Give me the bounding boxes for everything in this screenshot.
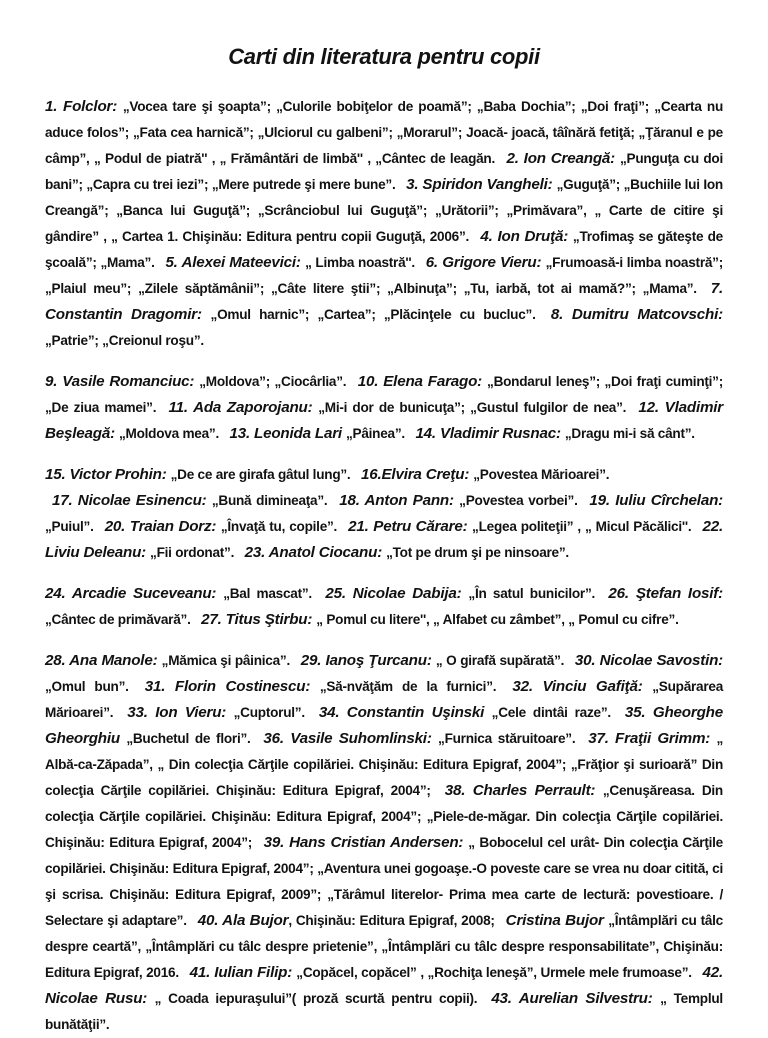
author-name: 12. Vladimir Beşleagă: <box>45 399 724 442</box>
work-titles: „Bondarul leneş”; „Doi fraţi cuminţi”; „De ziua mamei”. <box>45 374 724 415</box>
paragraph <box>45 648 723 1038</box>
work-titles: „Bună dimineaţa”. <box>211 493 333 508</box>
work-titles: „ Limba noastră''. <box>305 255 419 270</box>
work-titles: „Învaţă tu, copile”. <box>220 519 342 534</box>
author-name: 37. Fraţii Grimm: <box>588 730 717 747</box>
work-titles: „ Albă-ca-Zăpada”, „ Din colecţia Cărţile copilăriei. Chişinău: Editura Epigraf, 2004”; „Frăţior şi surioară” Din colecţia Cărţile copilăriei. Chişinău: Editura Epigraf, 2004”; <box>45 731 724 798</box>
author-name: 29. Ianoş Ţurcanu: <box>300 652 436 669</box>
author-name: 26. Ştefan Iosif: <box>608 585 724 602</box>
work-titles: „Cântec de primăvară”. <box>45 612 195 627</box>
author-name: 8. Dumitru Matcovschi: <box>550 306 723 323</box>
work-titles: „În satul bunicilor”. <box>468 586 602 601</box>
author-name: 1. Folclor: <box>45 98 123 115</box>
work-titles: „Cenuşăreasa. Din colecţia Cărţile copilăriei. Chişinău: Editura Epigraf, 2004”; „Piele-de-măgar. Din colecţia Cărţile copilăriei. Chişinău: Editura Epigraf, 2004”; <box>45 783 723 850</box>
paragraph <box>45 94 723 354</box>
author-name: 39. Hans Cristian Andersen: <box>263 834 469 851</box>
author-name: 7. Constantin Dragomir: <box>45 280 723 323</box>
work-titles: „Bal mascat”. <box>223 586 319 601</box>
work-titles: „Vocea tare şi şoapta”; „Culorile bobiţelor de poamă”; „Baba Dochia”; „Doi fraţi”; „Cearta nu aduce folos”; „Fata cea harnică”; „Ulciorul cu galbeni”; „Morarul”; Joacă- joacă, tâînără fetiţă; „Ţăranul e pe câmp”, „ Podul de piatră'' , „ Frământări de limbă'' , „Cântec de leagăn. <box>45 99 724 166</box>
author-name: 15. Victor Prohin: <box>45 466 171 483</box>
work-titles: „Moldova mea”. <box>118 426 223 441</box>
author-name: 38. Charles Perrault: <box>444 782 603 799</box>
work-titles: „De ce are girafa gâtul lung”. <box>170 467 354 482</box>
author-name: 9. Vasile Romanciuc: <box>45 373 200 390</box>
author-name: 3. Spiridon Vangheli: <box>406 176 557 193</box>
work-titles: „Trofimaş se găteşte de şcoală”; „Mama”. <box>45 229 723 270</box>
author-name: Cristina Bujor <box>505 912 609 929</box>
author-name: 20. Traian Dorz: <box>104 518 221 535</box>
work-titles: „ O girafă supărată”. <box>435 653 568 668</box>
author-name: 23. Anatol Ciocanu: <box>244 544 387 561</box>
author-name: 17. Nicolae Esinencu: <box>52 492 212 509</box>
author-name: 32. Vinciu Gafiţă: <box>512 678 653 695</box>
work-titles: „Mămica şi pâinica”. <box>161 653 294 668</box>
author-name: 24. Arcadie Suceveanu: <box>45 585 224 602</box>
author-name: 2. Ion Creangă: <box>506 150 620 167</box>
work-titles: „Punguţa cu doi bani”; „Capra cu trei iezi”; „Mere putrede şi mere bune”. <box>45 151 724 192</box>
work-titles: „Furnica stăruitoare”. <box>438 731 582 746</box>
author-name: 27. Titus Ştirbu: <box>201 611 317 628</box>
author-name: 22. Liviu Deleanu: <box>45 518 723 561</box>
author-name: 25. Nicolae Dabija: <box>325 585 469 602</box>
author-name: 35. Gheorghe Gheorghiu <box>45 704 723 747</box>
author-name: 14. Vladimir Rusnac: <box>415 425 565 442</box>
work-titles: „Guguţă”; „Buchiile lui Ion Creangă”; „Banca lui Guguţă”; „Scrânciobul lui Guguţă”; „Urătorii”; „Primăvara”, „ Carte de citire şi gândire” , „ Cartea 1. Chişinău: Editura pentru copii Guguţă, 2006”. <box>45 177 723 244</box>
work-titles: „ Bobocelul cel urât- Din colecţia Cărţile copilăriei. Chişinău: Editura Epigraf, 2004”; „Aventura unei gogoaşe.-O poveste care se vrea nu doar citită, ci şi scrisa. Chişinău: Editura Epigraf, 2009”; „Tărâmul literelor- Prima mea carte de lectură: povestioare. / Selectare şi adaptare”. <box>45 835 723 928</box>
author-name: 43. Aurelian Silvestru: <box>491 990 661 1007</box>
work-titles: , Chişinău: Editura Epigraf, 2008; <box>288 913 499 928</box>
author-name: 19. Iuliu Cîrchelan: <box>589 492 724 509</box>
work-titles: „Patrie”; „Creionul roşu”. <box>45 333 204 348</box>
work-titles: „ Pomul cu litere'', „ Alfabet cu zâmbet”, „ Pomul cu cifre”. <box>316 612 679 627</box>
author-name: 11. Ada Zaporojanu: <box>168 399 319 416</box>
paragraph <box>45 462 723 566</box>
paragraph <box>45 369 723 447</box>
author-name: 6. Grigore Vieru: <box>425 254 546 271</box>
work-titles: „Pâinea”. <box>345 426 409 441</box>
work-titles: „Povestea Mărioarei”. <box>473 467 610 482</box>
author-name: 41. Iulian Filip: <box>189 964 297 981</box>
work-titles: „Să-nvăţăm de la furnici”. <box>319 679 506 694</box>
author-name: 36. Vasile Suhomlinski: <box>263 730 439 747</box>
work-titles: „Buchetul de flori”. <box>126 731 257 746</box>
author-name: 18. Anton Pann: <box>339 492 460 509</box>
paragraph <box>45 581 723 633</box>
work-titles: „Frumoasă-i limba noastră”; „Plaiul meu”; „Zilele săptămânii”; „Câte litere ştii”; „Albinuţa”; „Tu, iarbă, tot ai mamă?”; „Mama”. <box>45 255 723 296</box>
work-titles: „Moldova”; „Ciocârlia”. <box>199 374 351 389</box>
author-name: 5. Alexei Mateevici: <box>165 254 306 271</box>
author-name: 34. Constantin Uşinski <box>318 704 492 721</box>
work-titles: „Legea politeţii” , „ Micul Păcălici''. <box>472 519 696 534</box>
work-titles: „Supărarea Mărioarei”. <box>45 679 724 720</box>
work-titles: „ Templul bunătăţii”. <box>45 991 723 1032</box>
work-titles: „Mi-i dor de bunicuţa”; „Gustul fulgilor de nea”. <box>318 400 632 415</box>
author-name: 40. Ala Bujor <box>197 912 289 929</box>
author-name: 21. Petru Cărare: <box>348 518 473 535</box>
work-titles: „Copăcel, copăcel” , „Rochiţa leneşă”, Urmele mele frumoase”. <box>296 965 696 980</box>
work-titles: „Dragu mi-i să cânt”. <box>564 426 695 441</box>
author-name: 28. Ana Manole: <box>45 652 162 669</box>
author-name: 30. Nicolae Savostin: <box>574 652 724 669</box>
work-titles: „Povestea vorbei”. <box>459 493 583 508</box>
document-title: Carti din literatura pentru copii <box>228 44 540 69</box>
author-name: 16.Elvira Creţu: <box>360 466 474 483</box>
work-titles: „Tot pe drum şi pe ninsoare”. <box>386 545 569 560</box>
author-name: 42. Nicolae Rusu: <box>45 964 724 1007</box>
document-body <box>45 94 723 1038</box>
work-titles: „Cele dintâi raze”. <box>491 705 618 720</box>
work-titles: „Cuptorul”. <box>233 705 312 720</box>
work-titles: „Omul harnic”; „Cartea”; „Plăcinţele cu bucluc”. <box>210 307 544 322</box>
author-name: 4. Ion Druţă: <box>480 228 573 245</box>
author-name: 13. Leonida Lari <box>229 425 346 442</box>
work-titles: „Puiul”. <box>45 519 98 534</box>
author-name: 10. Elena Farago: <box>357 373 488 390</box>
work-titles: „Întâmplări cu tâlc despre ceartă”, „Întâmplări cu tâlc despre prietenie”, „Întâmplări cu tâlc despre responsabilitate”, Chişinău: Editura Epigraf, 2016. <box>45 913 723 980</box>
author-name: 31. Florin Costinescu: <box>144 678 320 695</box>
work-titles: „ Coada iepuraşului”( proză scurtă pentru copii). <box>154 991 485 1006</box>
work-titles: „Fii ordonat”. <box>150 545 238 560</box>
author-name: 33. Ion Vieru: <box>127 704 234 721</box>
work-titles: „Omul bun”. <box>45 679 138 694</box>
